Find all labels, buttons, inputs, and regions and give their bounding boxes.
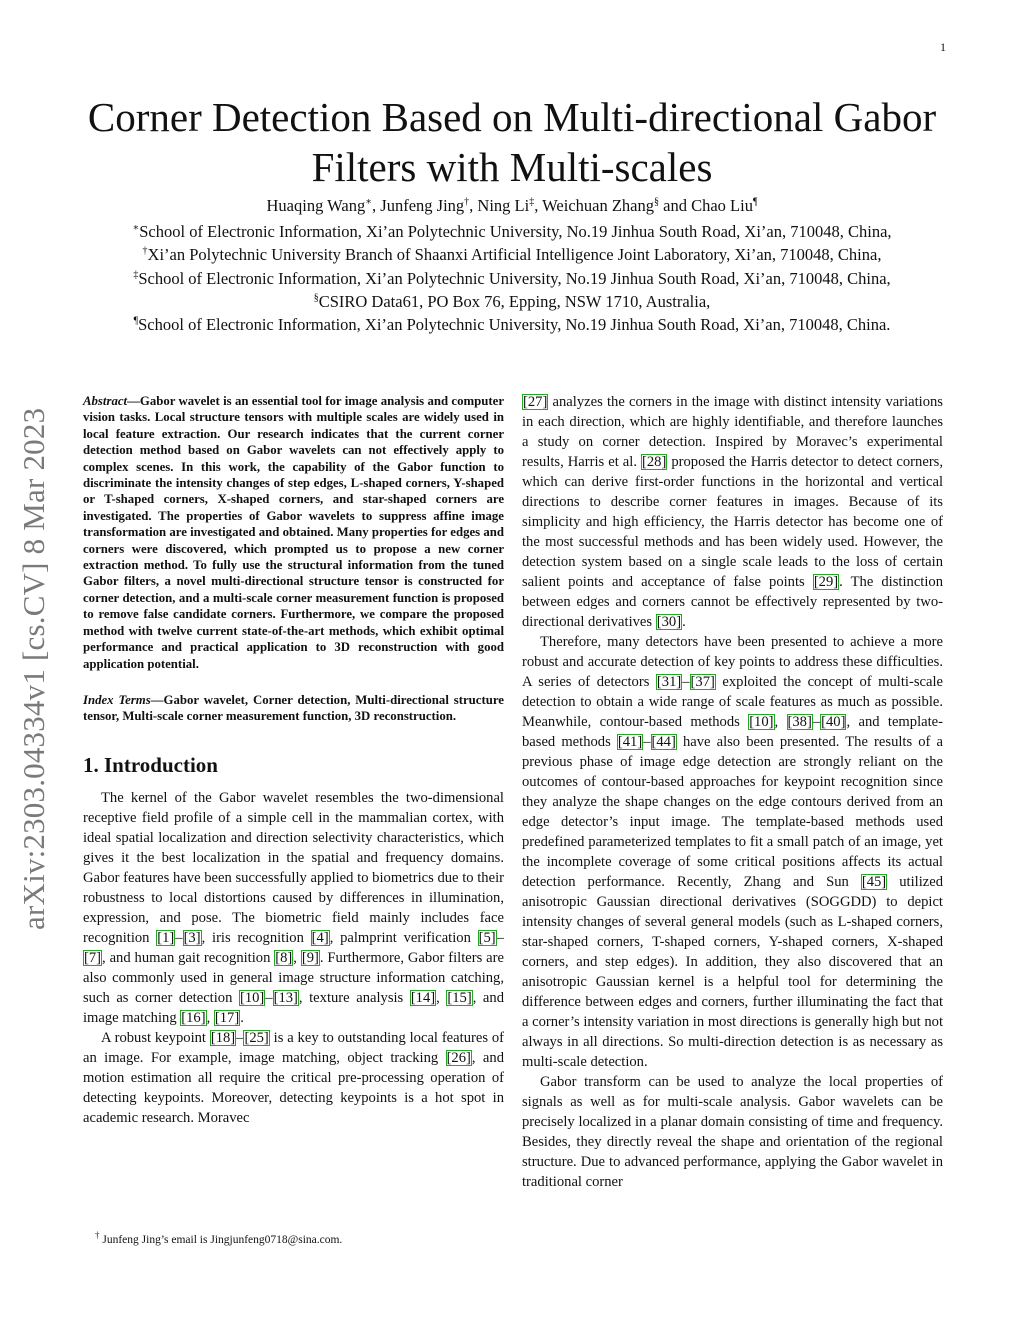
body-text: utilized anisotropic Gaussian directional derivatives (SOGGDD) to depict intensity changes of several general models (such as L-shaped corners, star-shaped corners, T-shaped corners, Y-shaped corners, X-shaped corners, and step edges). In addition, they also discovered that an anisotropic Gaussian kernel is a helpful tool for determining the difference between edges and corners, further illuminating the fact that a corner’s intensity variation in most directions is generally high but not always in all directions. So multi-direction detection is as necessary as multi-scale detection. bbox=[522, 874, 943, 1070]
body-text: , bbox=[436, 989, 447, 1006]
arxiv-id: arXiv:2303.04334v1 [cs.CV] 8 Mar 2023 bbox=[16, 407, 51, 930]
paper-title bbox=[60, 92, 964, 192]
body-text: , palmprint verification bbox=[329, 929, 478, 946]
body-text: , and image matching bbox=[83, 989, 504, 1026]
affiliation-line bbox=[60, 220, 964, 243]
author-name: Ning Li bbox=[477, 196, 530, 215]
author-name: Chao Liu bbox=[691, 196, 753, 215]
body-text: , texture analysis bbox=[298, 989, 410, 1006]
body-text: Gabor transform can be used to analyze the local properties of signals as well as for multi-scale analysis. Gabor wavelets can be precisely localized in a planar domain consisting of time and frequency. Besides, they directly reveal the shape and orientation of the regional structure. Due to advanced performance, applying the Gabor wavelet in traditional corner bbox=[522, 1074, 943, 1190]
body-text: – bbox=[812, 714, 821, 730]
body-text: , and template-based methods bbox=[522, 714, 943, 750]
body-text: A robust keypoint bbox=[101, 1029, 210, 1046]
body-paragraph bbox=[83, 1028, 504, 1128]
body-text: . bbox=[240, 1009, 244, 1026]
affiliation-mark: ∗ bbox=[132, 222, 140, 234]
affiliation-text: School of Electronic Information, Xi’an Polytechnic University, No.19 Jinhua South Road, Xi’an, 710048, China. bbox=[138, 315, 891, 335]
affiliation-mark: § bbox=[313, 292, 319, 304]
author-name: Weichuan Zhang bbox=[542, 196, 654, 215]
citation-link[interactable]: [10] bbox=[239, 989, 265, 1006]
citation-link[interactable]: [7] bbox=[84, 949, 102, 966]
citation-link[interactable]: [29] bbox=[813, 574, 839, 590]
body-paragraph bbox=[83, 788, 504, 1028]
body-text: , bbox=[774, 714, 787, 730]
citation-link[interactable]: [10] bbox=[749, 714, 774, 730]
body-text: analyzes the corners in the image with distinct intensity variations in each direction, which are highly identifiable, and therefore launches a study on corner detection. Inspired by Moravec’s experimental results, Harris et al. bbox=[522, 394, 943, 470]
footnote-mark: † bbox=[95, 1230, 100, 1241]
author-name: Huaqing Wang bbox=[266, 196, 366, 215]
citation-link[interactable]: [17] bbox=[214, 1009, 240, 1026]
citation-link[interactable]: [15] bbox=[447, 989, 472, 1006]
affiliation-text: CSIRO Data61, PO Box 76, Epping, NSW 1710, Australia, bbox=[318, 291, 711, 311]
citation-link[interactable]: [28] bbox=[642, 454, 667, 470]
right-body bbox=[522, 392, 943, 1192]
abstract-text: —Gabor wavelet is an essential tool for image analysis and computer vision tasks. Local structure tensors with multiple scales are widely used in local feature extraction. Our research indicates that the current corner detection method based on Gabor wavelets can not effectively apply to complex scenes. In this work, the capability of the Gabor function to discriminate the intensity changes of step edges, L-shaped corners, Y-shaped or T-shaped corners, X-shaped corners, and star-shaped corners are investigated. The properties of Gabor wavelets to suppress affine image transformation are investigated and obtained. Many properties for edges and corners were discovered, which prompted us to propose a new corner extraction method. To fully use the structural information from the tuned Gabor filters, a novel multi-directional structure tensor is constructed for corner detection, and a multi-scale corner measurement function is proposed to remove false candidate corners. Furthermore, we compare the proposed method with twelve current state-of-the-art methods, which exhibit optimal performance and practical application to 3D reconstruction with good application potential. bbox=[83, 394, 504, 671]
citation-link[interactable]: [3] bbox=[183, 929, 201, 946]
body-text: , and motion estimation all require the critical pre-processing operation of detecting keypoints. Moreover, detecting keypoints is a hot spot in academic research. Moravec bbox=[83, 1049, 504, 1126]
body-text: , bbox=[293, 949, 301, 966]
body-text: . bbox=[682, 614, 686, 630]
citation-link[interactable]: [14] bbox=[410, 989, 436, 1006]
author-mark: ‡ bbox=[529, 196, 535, 208]
body-text: – bbox=[175, 929, 183, 946]
left-body bbox=[83, 788, 504, 1128]
affiliation-line bbox=[60, 267, 964, 290]
citation-link[interactable]: [25] bbox=[244, 1029, 269, 1046]
body-text: The kernel of the Gabor wavelet resembles the two-dimensional receptive field profile of a simple cell in the mammalian cortex, with ideal spatial localization and direction selectivity characteristics, which gives it the best localization in the spatial and frequency domains. Gabor features have been successfully applied to biometrics due to their robustness to local distortions caused by differences in illumination, expression, and pose. The biometric field mainly includes face recognition bbox=[83, 789, 504, 946]
citation-link[interactable]: [45] bbox=[861, 874, 887, 890]
affiliation-text: Xi’an Polytechnic University Branch of Shaanxi Artificial Intelligence Joint Laboratory, Xi’an, 710048, China, bbox=[147, 245, 882, 265]
author-mark: § bbox=[654, 196, 659, 208]
affiliation-text: School of Electronic Information, Xi’an Polytechnic University, No.19 Jinhua South Road, Xi’an, 710048, China, bbox=[139, 222, 892, 241]
citation-link[interactable]: [1] bbox=[157, 929, 175, 946]
affiliation-line bbox=[60, 290, 964, 313]
title-line-2: Filters with Multi-scales bbox=[311, 144, 713, 190]
citation-link[interactable]: [16] bbox=[181, 1009, 206, 1026]
citation-link[interactable]: [4] bbox=[311, 929, 329, 946]
citation-link[interactable]: [8] bbox=[275, 949, 293, 966]
body-text: is a key to outstanding local features of an image. For example, image matching, object tracking bbox=[83, 1029, 505, 1066]
citation-link[interactable]: [9] bbox=[301, 949, 319, 966]
body-paragraph bbox=[522, 632, 943, 1072]
citation-link[interactable]: [13] bbox=[273, 989, 298, 1006]
body-text: . Furthermore, Gabor filters are also commonly used in general image structure information catching, such as corner detection bbox=[83, 949, 505, 1006]
abstract bbox=[83, 393, 504, 672]
index-terms-label: Index Terms bbox=[83, 692, 151, 707]
body-paragraph bbox=[522, 392, 943, 632]
citation-link[interactable]: [40] bbox=[821, 714, 846, 730]
citation-link[interactable]: [37] bbox=[690, 674, 715, 690]
citation-link[interactable]: [27] bbox=[523, 394, 548, 410]
body-text: exploited the concept of multi-scale detection to obtain a wide range of scale features as much as possible. Meanwhile, contour-based methods bbox=[522, 674, 944, 730]
body-text: have also been presented. The results of a previous phase of image edge detection are strongly reliant on the outcomes of contour-based approaches for keypoint recognition since they analyze the shape changes on the edge contours derived from an edge detector’s input image. The template-based methods used predefined parameterized templates to fit a small patch of an image, yet the incomplete coverage of some critical positions affects its actual detection performance. Recently, Zhang and Sun bbox=[522, 734, 943, 890]
affiliation-mark: † bbox=[142, 245, 148, 257]
body-text: – bbox=[643, 734, 651, 750]
author-mark: ∗ bbox=[365, 196, 373, 208]
author-list: Huaqing Wang∗, Junfeng Jing†, Ning Li‡, Weichuan Zhang§ and Chao Liu¶ bbox=[266, 196, 758, 215]
affiliation-line bbox=[60, 243, 964, 266]
affiliation-mark: ‡ bbox=[133, 269, 139, 281]
body-text: – bbox=[682, 674, 690, 690]
left-column bbox=[83, 393, 504, 1128]
right-column bbox=[522, 392, 943, 1192]
citation-link[interactable]: [38] bbox=[787, 714, 812, 730]
citation-link[interactable]: [5] bbox=[478, 929, 496, 946]
body-text: – bbox=[496, 929, 504, 946]
body-text: , and human gait recognition bbox=[102, 949, 275, 966]
citation-link[interactable]: [31] bbox=[656, 674, 682, 690]
footnote-text: Junfeng Jing’s email is Jingjunfeng0718@sina.com. bbox=[99, 1234, 343, 1246]
body-text: – bbox=[265, 989, 273, 1006]
citation-link[interactable]: [18] bbox=[210, 1029, 236, 1046]
citation-link[interactable]: [26] bbox=[446, 1049, 471, 1066]
author-name: Junfeng Jing bbox=[380, 196, 465, 215]
abstract-label: Abstract bbox=[83, 394, 128, 408]
citation-link[interactable]: [44] bbox=[651, 734, 676, 750]
author-mark: ¶ bbox=[752, 196, 758, 208]
affiliation-text: School of Electronic Information, Xi’an Polytechnic University, No.19 Jinhua South Road, Xi’an, 710048, China, bbox=[138, 268, 891, 288]
section-heading: 1. Introduction bbox=[83, 752, 218, 777]
affiliation-list bbox=[60, 220, 964, 336]
citation-link[interactable]: [30] bbox=[656, 614, 682, 630]
index-terms-text: —Gabor wavelet, Corner detection, Multi-directional structure tensor, Multi-scale corner measurement function, 3D reconstruction. bbox=[83, 692, 504, 724]
body-text: , iris recognition bbox=[201, 929, 311, 946]
title-line-1: Corner Detection Based on Multi-directional Gabor bbox=[87, 94, 937, 140]
affiliation-mark: ¶ bbox=[133, 315, 139, 327]
body-text: proposed the Harris detector to detect corners, which can derive first-order functions in the horizontal and vertical directions to describe corner features in images. Because of its simplicity and high efficiency, the Harris detector has become one of the most successful methods and has been widely used. However, the detection system based on a single scale leads to the loss of certain salient points and acceptance of false points bbox=[522, 454, 944, 590]
body-text: , bbox=[206, 1009, 214, 1026]
affiliation-line bbox=[60, 313, 964, 336]
body-text: – bbox=[236, 1029, 244, 1046]
body-text: . The distinction between edges and corners cannot be effectively represented by two-directional derivatives bbox=[522, 574, 943, 630]
footnote bbox=[95, 1230, 343, 1246]
body-paragraph bbox=[522, 1072, 943, 1192]
body-text: Therefore, many detectors have been presented to achieve a more robust and accurate detection of key points to address these difficulties. A series of detectors bbox=[522, 634, 943, 690]
citation-link[interactable]: [41] bbox=[617, 734, 643, 750]
page-number: 1 bbox=[940, 40, 946, 54]
author-mark: † bbox=[464, 196, 470, 208]
index-terms bbox=[83, 692, 504, 725]
